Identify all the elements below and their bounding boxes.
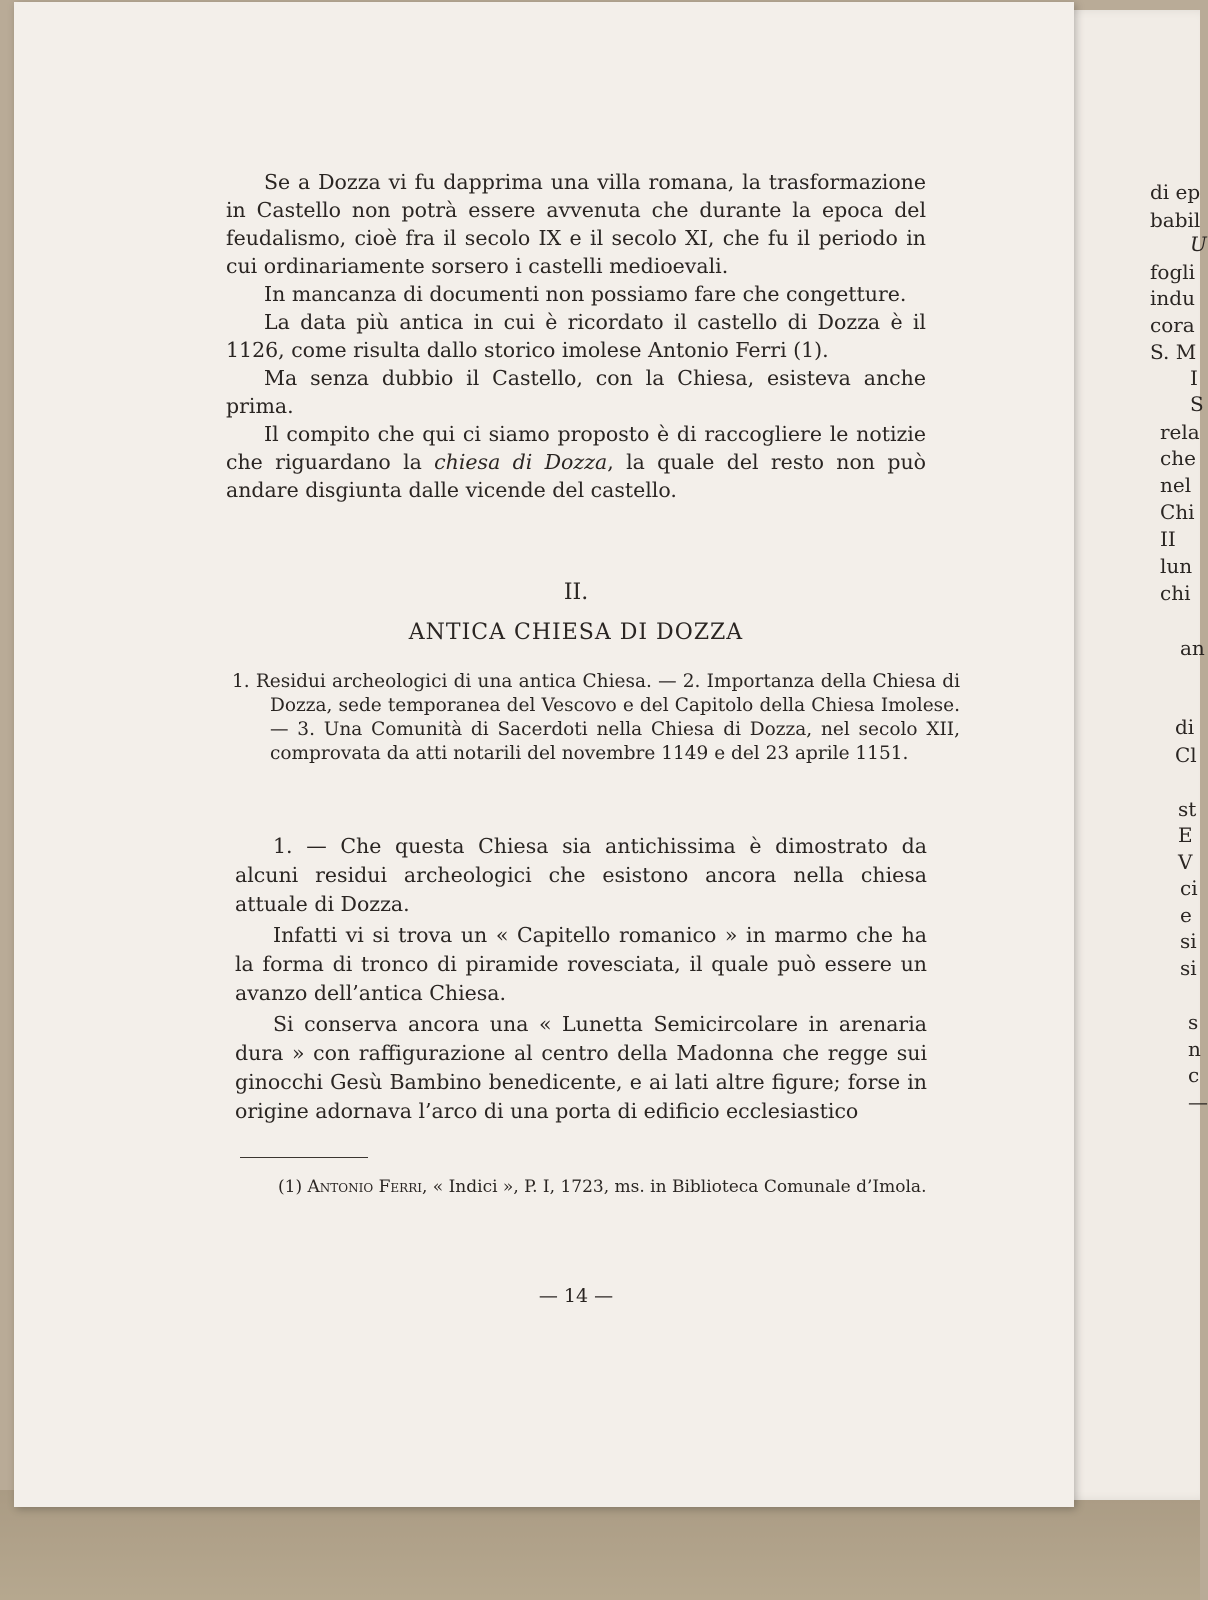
facing-fragment: nel [1160, 473, 1192, 497]
facing-fragment: lun [1160, 554, 1193, 578]
facing-fragment: Cl [1175, 743, 1197, 767]
footnote-text: , « Indici », P. I, 1723, ms. in Biblioteca Comunale d’Imola. [421, 1177, 927, 1197]
footnote-marker: (1) [278, 1177, 303, 1197]
facing-fragment: S [1190, 392, 1204, 416]
intro-text [226, 168, 926, 504]
facing-fragment: cora [1150, 313, 1195, 337]
facing-fragment: di [1175, 715, 1195, 739]
facing-fragment: che [1160, 446, 1196, 470]
intro-paragraph: Ma senza dubbio il Castello, con la Chiesa, esisteva anche prima. [226, 366, 926, 418]
facing-fragment: fogli [1150, 260, 1196, 284]
intro-italic-run: chiesa di Dozza [434, 450, 608, 474]
facing-fragment: si [1180, 956, 1197, 980]
facing-fragment: ci [1180, 876, 1198, 900]
footnote-rule [240, 1157, 368, 1158]
facing-fragment: st [1178, 797, 1197, 821]
facing-fragment: n [1188, 1037, 1201, 1061]
facing-fragment: s [1188, 1010, 1199, 1034]
intro-paragraph: La data più antica in cui è ricordato il castello di Dozza è il 1126, come risulta dallo storico imolese Antonio Ferri (1). [226, 310, 926, 362]
facing-fragment: an [1180, 636, 1205, 660]
body-paragraph: Si conserva ancora una « Lunetta Semicircolare in arenaria dura » con raffigurazione al centro della Madonna che regge sui ginocchi Gesù Bambino benedicente, e ai lati altre figure; forse in origine adornava l’arco di una porta di edificio ecclesiastico [235, 1012, 927, 1123]
facing-fragment: rela [1160, 420, 1200, 444]
facing-fragment: babil [1150, 208, 1201, 232]
facing-fragment: e [1180, 903, 1192, 927]
facing-fragment: si [1180, 929, 1197, 953]
intro-text-run: , la quale del resto non può andare disgiunta dalle vicende del castello. [226, 450, 926, 502]
facing-fragment: — [1188, 1090, 1208, 1114]
section-title: ANTICA CHIESA DI DOZZA [408, 620, 744, 645]
facing-fragment: V [1178, 850, 1193, 874]
facing-fragment: S. M [1150, 340, 1197, 364]
body-paragraph: Infatti vi si trova un « Capitello romanico » in marmo che ha la forma di tronco di piramide rovesciata, il quale può essere un avanzo dell’antica Chiesa. [235, 923, 927, 1005]
facing-fragment: c [1188, 1063, 1200, 1087]
page-number: — 14 — [538, 1285, 614, 1307]
body-paragraph: 1. — Che questa Chiesa sia antichissima è dimostrato da alcuni residui archeologici che esistono ancora nella chiesa attuale di Dozza. [235, 834, 927, 916]
facing-fragment: indu [1150, 286, 1195, 310]
facing-fragment: I [1190, 366, 1198, 390]
facing-fragment: Chi [1160, 500, 1195, 524]
footnote-author: Antonio Ferri [307, 1177, 422, 1197]
facing-fragment: di ep [1150, 180, 1201, 204]
intro-paragraph: In mancanza di documenti non possiamo fare che congetture. [264, 282, 907, 306]
facing-fragment: chi [1160, 581, 1191, 605]
facing-fragment: II [1160, 527, 1176, 551]
footnote [240, 1175, 940, 1200]
body-text [235, 832, 927, 1126]
facing-fragment: E [1178, 823, 1193, 847]
intro-paragraph [226, 420, 926, 504]
facing-fragment: U [1190, 232, 1207, 256]
intro-text-run: Il compito che qui ci siamo proposto è di raccogliere le notizie che riguardano la [226, 422, 926, 474]
intro-paragraph: Se a Dozza vi fu dapprima una villa romana, la trasformazione in Castello non potrà essere avvenuta che durante la epoca del feudalismo, cioè fra il secolo IX e il secolo XI, che fu il periodo in cui ordinariamente sorsero i castelli medioevali. [226, 170, 926, 278]
section-summary: 1. Residui archeologici di una antica Chiesa. — 2. Importanza della Chiesa di Dozza, sede temporanea del Vescovo e del Capitolo della Chiesa Imolese. — 3. Una Comunità di Sacerdoti nella Chiesa di Dozza, nel secolo XII, comprovata da atti notarili del novembre 1149 e del 23 aprile 1151. [232, 671, 960, 764]
section-number: II. [563, 580, 589, 605]
